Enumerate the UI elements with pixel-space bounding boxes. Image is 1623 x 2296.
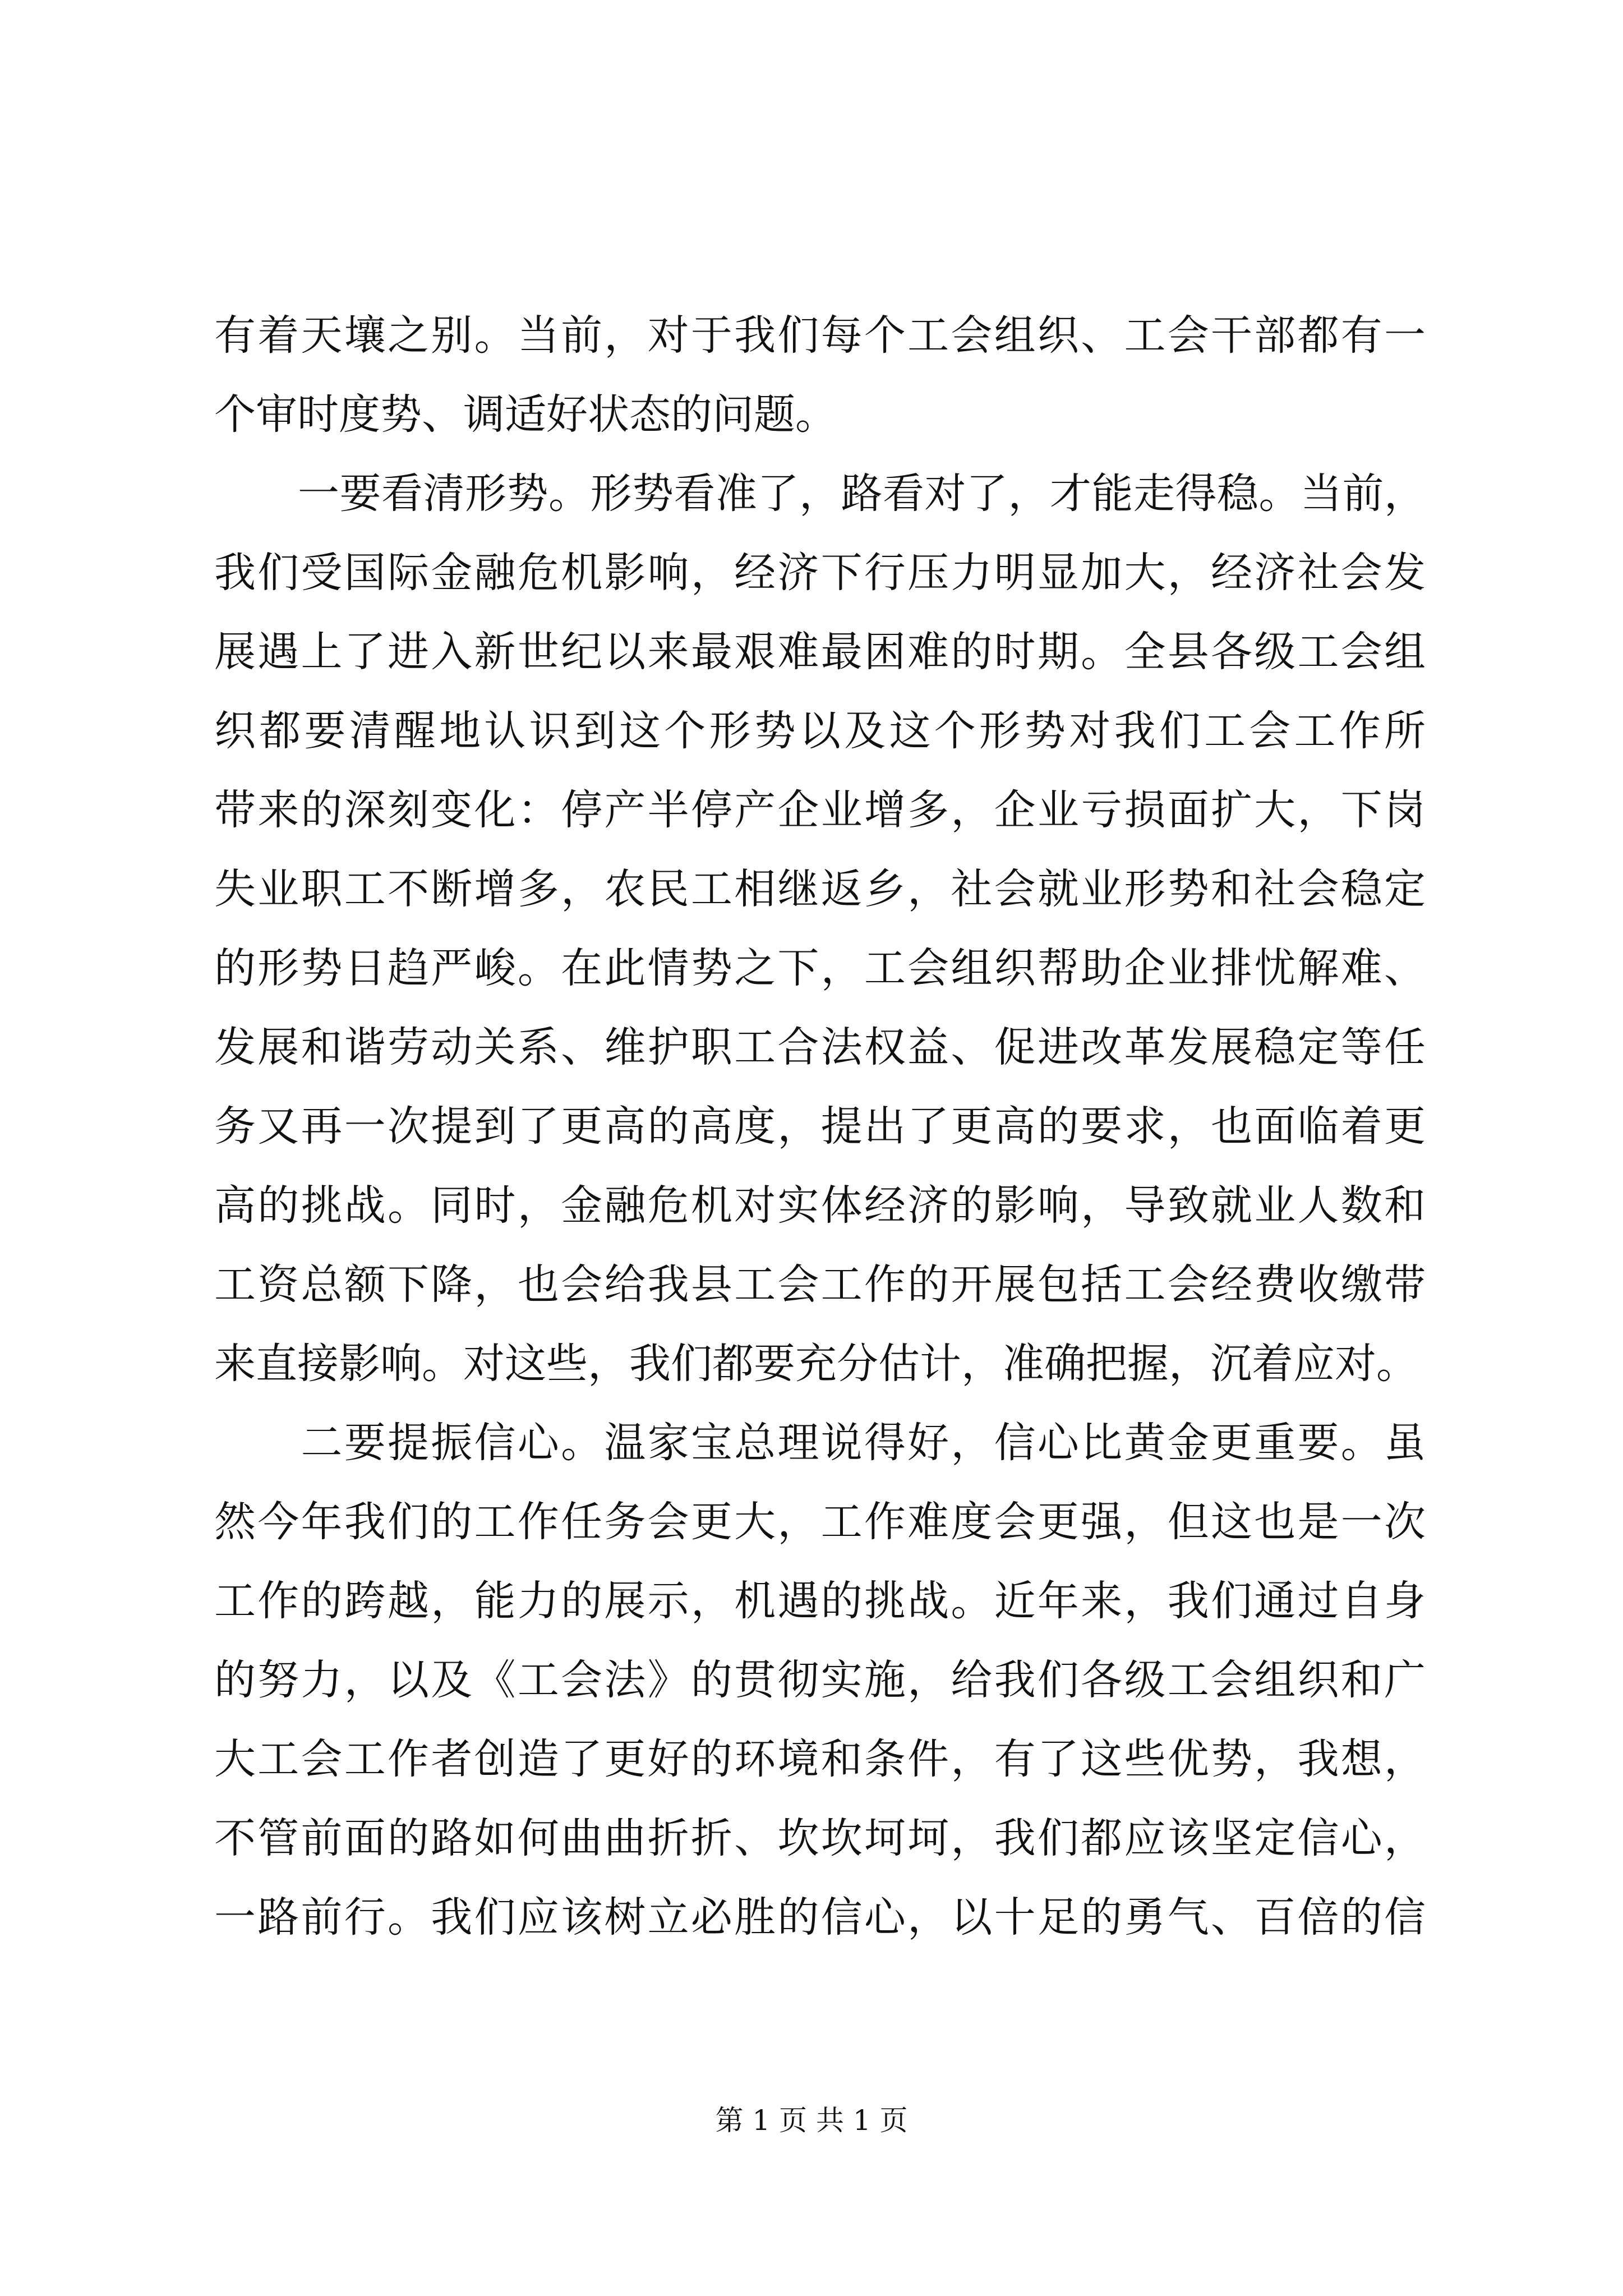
text-line: 工资总额下降，也会给我县工会工作的开展包括工会经费收缴带 — [214, 1260, 1426, 1309]
text-line: 有着天壤之别。当前，对于我们每个工会组织、工会干部都有一 — [214, 311, 1426, 360]
text-line: 展遇上了进入新世纪以来最艰难最困难的时期。全县各级工会组 — [214, 628, 1426, 676]
text-line: 大工会工作者创造了更好的环境和条件，有了这些优势，我想， — [214, 1735, 1426, 1783]
body-text — [214, 296, 1426, 1957]
text-line: 我们受国际金融危机影响，经济下行压力明显加大，经济社会发 — [214, 549, 1426, 597]
text-line: 务又再一次提到了更高的高度，提出了更高的要求，也面临着更 — [214, 1102, 1426, 1151]
text-line: 发展和谐劳动关系、维护职工合法权益、促进改革发展稳定等任 — [214, 1023, 1426, 1071]
text-line: 一要看清形势。形势看准了，路看对了，才能走得稳。当前， — [214, 470, 1426, 518]
text-line: 二要提振信心。温家宝总理说得好，信心比黄金更重要。虽 — [214, 1419, 1426, 1467]
text-line: 高的挑战。同时，金融危机对实体经济的影响，导致就业人数和 — [214, 1181, 1426, 1230]
text-line: 然今年我们的工作任务会更大，工作难度会更强，但这也是一次 — [214, 1498, 1426, 1546]
text-line: 工作的跨越，能力的展示，机遇的挑战。近年来，我们通过自身 — [214, 1577, 1426, 1625]
text-line: 不管前面的路如何曲曲折折、坎坎坷坷，我们都应该坚定信心， — [214, 1814, 1426, 1862]
text-line: 的形势日趋严峻。在此情势之下，工会组织帮助企业排忧解难、 — [214, 944, 1426, 992]
text-line: 织都要清醒地认识到这个形势以及这个形势对我们工会工作所 — [214, 707, 1426, 755]
text-line: 来直接影响。对这些，我们都要充分估计，准确把握，沉着应对。 — [214, 1340, 1418, 1388]
text-line: 一路前行。我们应该树立必胜的信心，以十足的勇气、百倍的信 — [214, 1893, 1426, 1941]
text-line: 带来的深刻变化：停产半停产企业增多，企业亏损面扩大，下岗 — [214, 786, 1426, 834]
text-line: 的努力，以及《工会法》的贯彻实施，给我们各级工会组织和广 — [214, 1656, 1426, 1704]
text-line: 失业职工不断增多，农民工相继返乡，社会就业形势和社会稳定 — [214, 865, 1426, 913]
page-footer: 第 1 页 共 1 页 — [715, 2104, 908, 2137]
text-line: 个审时度势、调适好状态的问题。 — [214, 390, 837, 439]
